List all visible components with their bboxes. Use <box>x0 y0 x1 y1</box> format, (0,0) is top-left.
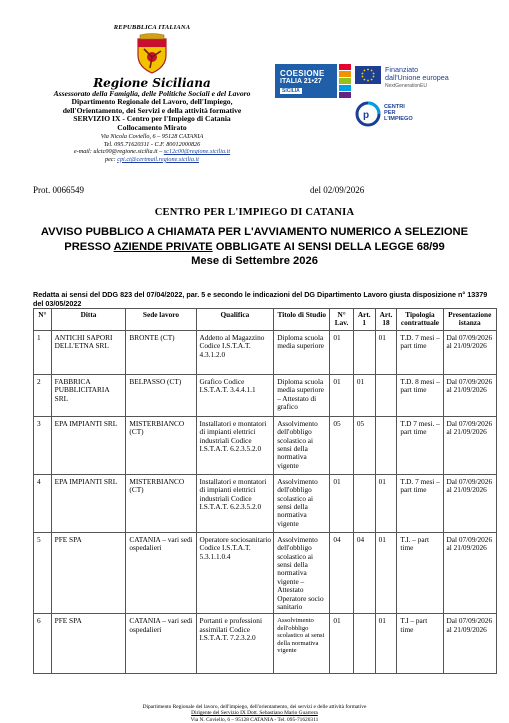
cell-ditta: PFE SPA <box>51 532 126 614</box>
eu-funded-label <box>385 66 449 90</box>
cell-tipologia: T.I – part time <box>397 614 443 674</box>
avviso-title <box>20 225 489 269</box>
coesione-line-1: COESIONE <box>280 69 325 78</box>
cell-ditta: PFE SPA <box>51 614 126 674</box>
cell-qualifica: Installatori e montatori di impianti elettrici industriali Codice I.S.T.A.T. 6.2.3.5.2.0 <box>196 474 274 532</box>
cell-presentazione: Dal 07/09/2026 al 21/09/2026 <box>443 374 497 416</box>
cpi-logo-icon <box>355 101 381 127</box>
cell-tipologia: T.D 7 mesi. – part time <box>397 416 443 474</box>
cell-lav: 01 <box>330 614 354 674</box>
cell-titolo: Assolvimento dell'obbligo scolastico ai sensi della normativa vigente <box>274 416 330 474</box>
positions-table <box>33 308 497 674</box>
avviso-line-3: Mese di Settembre 2026 <box>191 255 318 267</box>
pec-line <box>0 156 304 164</box>
email-prefix: e-mail: ulctc00@regione.sicilia.it – <box>73 148 164 156</box>
svg-text:p: p <box>363 110 370 121</box>
cell-qualifica: Installatori e montatori di impianti elettrici industriali Codice I.S.T.A.T. 6.2.3.5.2.0 <box>196 416 274 474</box>
cell-qualifica: Portanti e professioni assimilati Codice I.S.T.A.T. 7.2.3.2.0 <box>196 614 274 674</box>
footer-line-1: Dipartimento Regionale del lavoro, dell'impiego, dell'orientamento, dei servizi e delle attività formative <box>142 704 367 710</box>
header-qualifica: Qualifica <box>196 309 274 331</box>
table-row <box>34 474 497 532</box>
eu-line-2: dall'Unione europea <box>385 73 449 82</box>
email-link[interactable]: sc12c00@regione.sicilia.it <box>163 148 231 156</box>
republic-label: REPUBBLICA ITALIANA <box>113 24 191 31</box>
table-row <box>34 330 497 374</box>
cell-num: 2 <box>34 374 52 416</box>
avviso-line-2-pre: PRESSO <box>64 240 114 253</box>
cell-sede: CATANIA – vari sedi ospedalieri <box>126 532 196 614</box>
cell-art18: 01 <box>375 532 397 614</box>
cell-lav: 01 <box>330 474 354 532</box>
header-titolo: Titolo di Studio <box>274 309 330 331</box>
email-line <box>0 148 304 156</box>
avviso-line-1: AVVISO PUBBLICO A CHIAMATA PER L'AVVIAMENTO NUMERICO A SELEZIONE <box>40 226 469 238</box>
eu-flag-icon <box>355 66 381 84</box>
cell-sede: BRONTE (CT) <box>126 330 196 374</box>
avviso-line-2-post: OBBLIGATE AI SENSI DELLA LEGGE 68/99 <box>212 240 445 253</box>
cell-titolo: Diploma scuola media superiore – Attestato di grafico <box>274 374 330 416</box>
centro-title: CENTRO PER L'IMPIEGO DI CATANIA <box>154 207 355 218</box>
avviso-line-2-underlined: AZIENDE PRIVATE <box>113 240 213 253</box>
cpi-line-1: CENTRI <box>384 104 405 110</box>
header-sede: Sede lavoro <box>126 309 196 331</box>
redatta-note: Redatta ai sensi del DDG 823 del 07/04/2022, par. 5 e secondo le indicazioni del DG Dipartimento Lavoro giusta disposizione n° 13379 del 03/05/2022 <box>33 290 488 308</box>
footer-line-2: Dirigente del Servizio IX Dott. Sebastiano Mario Guarrera <box>191 710 318 717</box>
cell-ditta: EPA IMPIANTI SRL <box>51 474 126 532</box>
table-header-row <box>34 309 497 331</box>
cell-art18 <box>375 374 397 416</box>
cell-art1: 01 <box>353 374 375 416</box>
cell-presentazione: Dal 07/09/2026 al 21/09/2026 <box>443 532 497 614</box>
cell-titolo: Assolvimento dell'obbligo scolastico ai sensi della normativa vigente <box>274 474 330 532</box>
table-row <box>34 532 497 614</box>
protocol-number: Prot. 0066549 <box>33 185 85 195</box>
header-art1: Art. 1 <box>353 309 375 331</box>
cell-ditta: FABBRICA PUBBLICITARIA SRL <box>51 374 126 416</box>
cell-art1: 05 <box>353 416 375 474</box>
avviso-line-2 <box>20 240 489 255</box>
coesione-stripes-icon <box>339 64 351 98</box>
cell-lav: 04 <box>330 532 354 614</box>
cell-art18: 01 <box>375 474 397 532</box>
cell-art1: 04 <box>353 532 375 614</box>
cell-qualifica: Addetto al Magazzino Codice I.S.T.A.T. 4.3.1.2.0 <box>196 330 274 374</box>
cell-sede: MISTERBIANCO (CT) <box>126 474 196 532</box>
cell-titolo: Diploma scuola media superiore <box>274 330 330 374</box>
cell-ditta: EPA IMPIANTI SRL <box>51 416 126 474</box>
cell-tipologia: T.D. 8 mesi – part time <box>397 374 443 416</box>
cell-lav: 05 <box>330 416 354 474</box>
cell-num: 4 <box>34 474 52 532</box>
table-row <box>34 416 497 474</box>
assessorato-label: Assessorato della Famiglia, delle Politiche Sociali e del Lavoro <box>53 89 251 98</box>
header-lav: N° Lav. <box>330 309 354 331</box>
cell-art18 <box>375 416 397 474</box>
coesione-line-2: ITALIA 21•27 <box>280 78 322 85</box>
footer-line-3: Via N. Coviello, 6 – 95128 CATANIA - Tel. 095-71620311 <box>190 716 319 723</box>
pec-prefix: pec: <box>105 155 118 163</box>
eu-line-3: NextGenerationEU <box>385 83 427 89</box>
cell-qualifica: Grafico Codice I.S.T.A.T. 3.4.4.1.1 <box>196 374 274 416</box>
dipartimento-line-2: dell'Orientamento, dei Servizi e della attività formative <box>62 105 242 115</box>
cell-sede: MISTERBIANCO (CT) <box>126 416 196 474</box>
sicily-crest-icon <box>134 33 170 75</box>
cell-num: 6 <box>34 614 52 674</box>
cpi-line-3: L'IMPIEGO <box>384 116 413 122</box>
cell-sede: CATANIA – vari sedi ospedalieri <box>126 614 196 674</box>
cell-sede: BELPASSO (CT) <box>126 374 196 416</box>
dipartimento-block <box>0 98 304 132</box>
cell-presentazione: Dal 07/09/2026 al 21/09/2026 <box>443 614 497 674</box>
cell-art1 <box>353 474 375 532</box>
cell-qualifica: Operatore sociosanitario Codice I.S.T.A.T. 5.3.1.1.0.4 <box>196 532 274 614</box>
cpi-line-2: PER <box>384 110 396 116</box>
table-row <box>34 374 497 416</box>
pec-link[interactable]: cpi.ct@certmail.regione.sicilia.it <box>117 155 199 163</box>
address-block <box>0 133 304 163</box>
header-presentazione: Presentazione istanza <box>443 309 497 331</box>
region-logo-text: Regione Siciliana <box>93 76 211 90</box>
table-row <box>34 614 497 674</box>
page-footer <box>0 704 509 723</box>
dipartimento-line-3: SERVIZIO IX - Centro per l'Impiego di Catania <box>73 114 231 124</box>
cell-tipologia: T.D. 7 mesi – part time <box>397 330 443 374</box>
cell-presentazione: Dal 07/09/2026 al 21/09/2026 <box>443 330 497 374</box>
dipartimento-line-1: Dipartimento Regionale del Lavoro, dell'Impiego, <box>71 97 233 106</box>
cpi-logo-label <box>384 104 413 122</box>
address-line: Via Nicola Coviello, 6 – 95128 CATANIA <box>100 133 204 140</box>
cell-presentazione: Dal 07/09/2026 al 21/09/2026 <box>443 474 497 532</box>
cell-art1 <box>353 614 375 674</box>
header-num: N° <box>34 309 52 331</box>
cell-num: 3 <box>34 416 52 474</box>
cell-ditta: ANTICHI SAPORI DELL'ETNA SRL <box>51 330 126 374</box>
cell-lav: 01 <box>330 330 354 374</box>
header-art18: Art. 18 <box>375 309 397 331</box>
cell-num: 1 <box>34 330 52 374</box>
cell-presentazione: Dal 07/09/2026 al 21/09/2026 <box>443 416 497 474</box>
cell-lav: 01 <box>330 374 354 416</box>
coesione-line-3: SICILIA <box>282 88 300 94</box>
header-tipologia: Tipologia contrattuale <box>397 309 443 331</box>
cell-tipologia: T.I. – part time <box>397 532 443 614</box>
cell-titolo: Assolvimento dell'obbligo scolastico ai sensi della normativa vigente <box>274 614 330 674</box>
cell-tipologia: T.D. 7 mesi – part time <box>397 474 443 532</box>
tel-line: Tel. 095.71620311 - C.F. 80012000826 <box>103 140 201 148</box>
cell-art18: 01 <box>375 614 397 674</box>
eu-line-1: Finanziato <box>385 65 419 74</box>
protocol-date: del 02/09/2026 <box>310 185 365 195</box>
cell-num: 5 <box>34 532 52 614</box>
cell-art1 <box>353 330 375 374</box>
dipartimento-line-4: Collocamento Mirato <box>117 122 187 132</box>
cell-art18: 01 <box>375 330 397 374</box>
coesione-italia-logo <box>275 64 337 98</box>
cell-titolo: Assolvimento dell'obbligo scolastico ai sensi della normativa vigente – Attestato Operatore socio sanitario <box>274 532 330 614</box>
header-ditta: Ditta <box>51 309 126 331</box>
